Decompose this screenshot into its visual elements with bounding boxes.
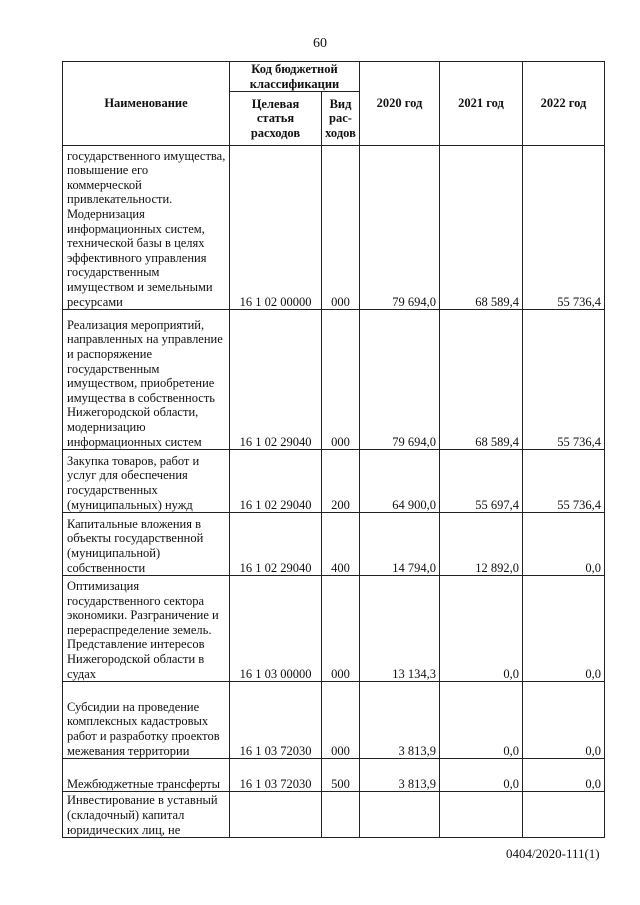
row-2020 [360,792,440,838]
row-2021: 68 589,4 [440,310,523,450]
row-2021: 0,0 [440,759,523,792]
row-2020: 79 694,0 [360,146,440,310]
row-kind: 400 [322,513,360,576]
row-code: 16 1 03 72030 [230,759,322,792]
header-2022: 2022 год [523,62,605,146]
row-name: Закупка товаров, работ и услуг для обеспечения государственных (муниципальных) нужд [63,450,230,513]
table-row [63,450,605,513]
row-2022: 0,0 [523,513,605,576]
row-2021: 68 589,4 [440,146,523,310]
row-2022: 0,0 [523,576,605,682]
row-2020: 14 794,0 [360,513,440,576]
header-name: Наименование [63,62,230,146]
row-code [230,792,322,838]
header-2020: 2020 год [360,62,440,146]
row-kind [322,792,360,838]
row-code: 16 1 02 29040 [230,310,322,450]
row-2022: 55 736,4 [523,450,605,513]
row-kind: 500 [322,759,360,792]
table-row [63,759,605,792]
row-2020: 79 694,0 [360,310,440,450]
row-name: Капитальные вложения в объекты государственной (муниципальной) собственности [63,513,230,576]
page-number: 60 [313,36,327,51]
row-code: 16 1 02 00000 [230,146,322,310]
row-kind: 200 [322,450,360,513]
header-expense-type: Вид рас-ходов [322,92,360,146]
row-2021: 0,0 [440,682,523,759]
row-code: 16 1 03 00000 [230,576,322,682]
row-2022: 55 736,4 [523,146,605,310]
row-2020: 13 134,3 [360,576,440,682]
row-2020: 64 900,0 [360,450,440,513]
row-code: 16 1 02 29040 [230,513,322,576]
budget-table [62,61,605,838]
row-code: 16 1 02 29040 [230,450,322,513]
row-2020: 3 813,9 [360,759,440,792]
row-2022: 0,0 [523,682,605,759]
table-row [63,146,605,310]
header-target-article: Целевая статья расходов [230,92,322,146]
header-budget-code: Код бюджетной классификации [230,62,360,92]
row-2022 [523,792,605,838]
row-name: государственного имущества, повышение его коммерческой привлекательности. Модернизация информационных систем, технической базы в целях эффективного управления государственным имуществом и земельными ресурсами [63,146,230,310]
document-code: 0404/2020-111(1) [506,846,600,861]
row-name: Инвестирование в уставный (складочный) капитал юридических лиц, не [63,792,230,838]
table-row [63,792,605,838]
table-row [63,682,605,759]
row-kind: 000 [322,576,360,682]
table-row [63,310,605,450]
row-kind: 000 [322,310,360,450]
row-2020: 3 813,9 [360,682,440,759]
row-code: 16 1 03 72030 [230,682,322,759]
row-2021 [440,792,523,838]
row-2021: 0,0 [440,576,523,682]
row-kind: 000 [322,682,360,759]
table-row [63,513,605,576]
row-2022: 0,0 [523,759,605,792]
table-row [63,576,605,682]
row-2022: 55 736,4 [523,310,605,450]
header-2021: 2021 год [440,62,523,146]
row-name: Субсидии на проведение комплексных кадастровых работ и разработку проектов межевания территории [63,682,230,759]
row-name: Оптимизация государственного сектора экономики. Разграничение и перераспределение земель. Представление интересов Нижегородской области в судах [63,576,230,682]
row-2021: 55 697,4 [440,450,523,513]
row-name: Реализация мероприятий, направленных на управление и распоряжение государственным имуществом, приобретение имущества в собственность Нижегородской области, модернизацию информационных систем [63,310,230,450]
row-name: Межбюджетные трансферты [63,759,230,792]
row-kind: 000 [322,146,360,310]
row-2021: 12 892,0 [440,513,523,576]
